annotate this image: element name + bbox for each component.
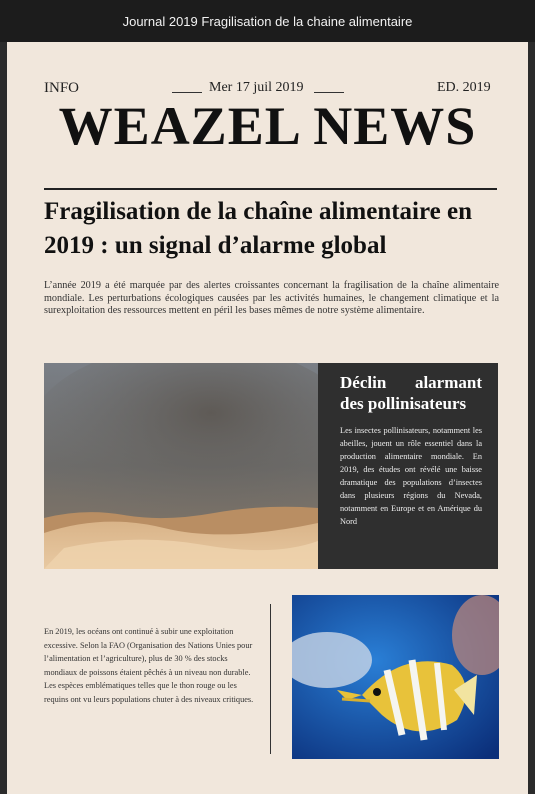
sidebar-title: Déclin alarmant des pollinisateurs (340, 373, 482, 413)
date-rule-right (314, 92, 344, 93)
column-divider (270, 604, 271, 754)
desert-sandstorm-image (44, 363, 318, 569)
date-rule-left (172, 92, 202, 93)
article-headline: Fragilisation de la chaîne alimentaire en 2019 : un signal d’alarme global (44, 198, 472, 259)
pollinators-sidebar (318, 363, 498, 569)
window-title-bar (0, 0, 535, 42)
oceans-paragraph: En 2019, les océans ont continué à subir une exploitation excessive. Selon la FAO (Organisation des Nations Unies pour l’alimentation et l’agriculture), plus de 30 % des stocks mondiaux de poissons étaient pêchés à un niveau non durable. Les espèces emblématiques telles que le thon rouge ou les requins ont vu leurs populations chuter à des niveaux critiques. (44, 627, 254, 704)
section-label: INFO (44, 80, 80, 96)
window-title: Journal 2019 Fragilisation de la chaine alimentaire (122, 13, 413, 29)
masthead-divider (44, 188, 497, 190)
edition-label: ED. 2019 (437, 80, 491, 95)
butterflyfish-image (292, 595, 499, 759)
article-intro: L’année 2019 a été marquée par des alertes croissantes concernant la fragilisation de la chaîne alimentaire mondiale. Les perturbations écologiques causées par les activités humaines, le changement climatique et la surexploitation des ressources mettent en péril les bases mêmes de notre système alimentaire. (44, 280, 499, 316)
issue-date: Mer 17 juil 2019 (209, 80, 304, 95)
sidebar-body: Les insectes pollinisateurs, notamment les abeilles, jouent un rôle essentiel dans la production alimentaire mondiale. En 2019, des études ont révélé une baisse dramatique des populations d’insectes dans plusieurs régions du Nevada, notamment en Europe et en Amérique du Nord (340, 426, 482, 526)
newspaper-page (7, 42, 528, 794)
masthead-title: WEAZEL NEWS (58, 96, 477, 156)
